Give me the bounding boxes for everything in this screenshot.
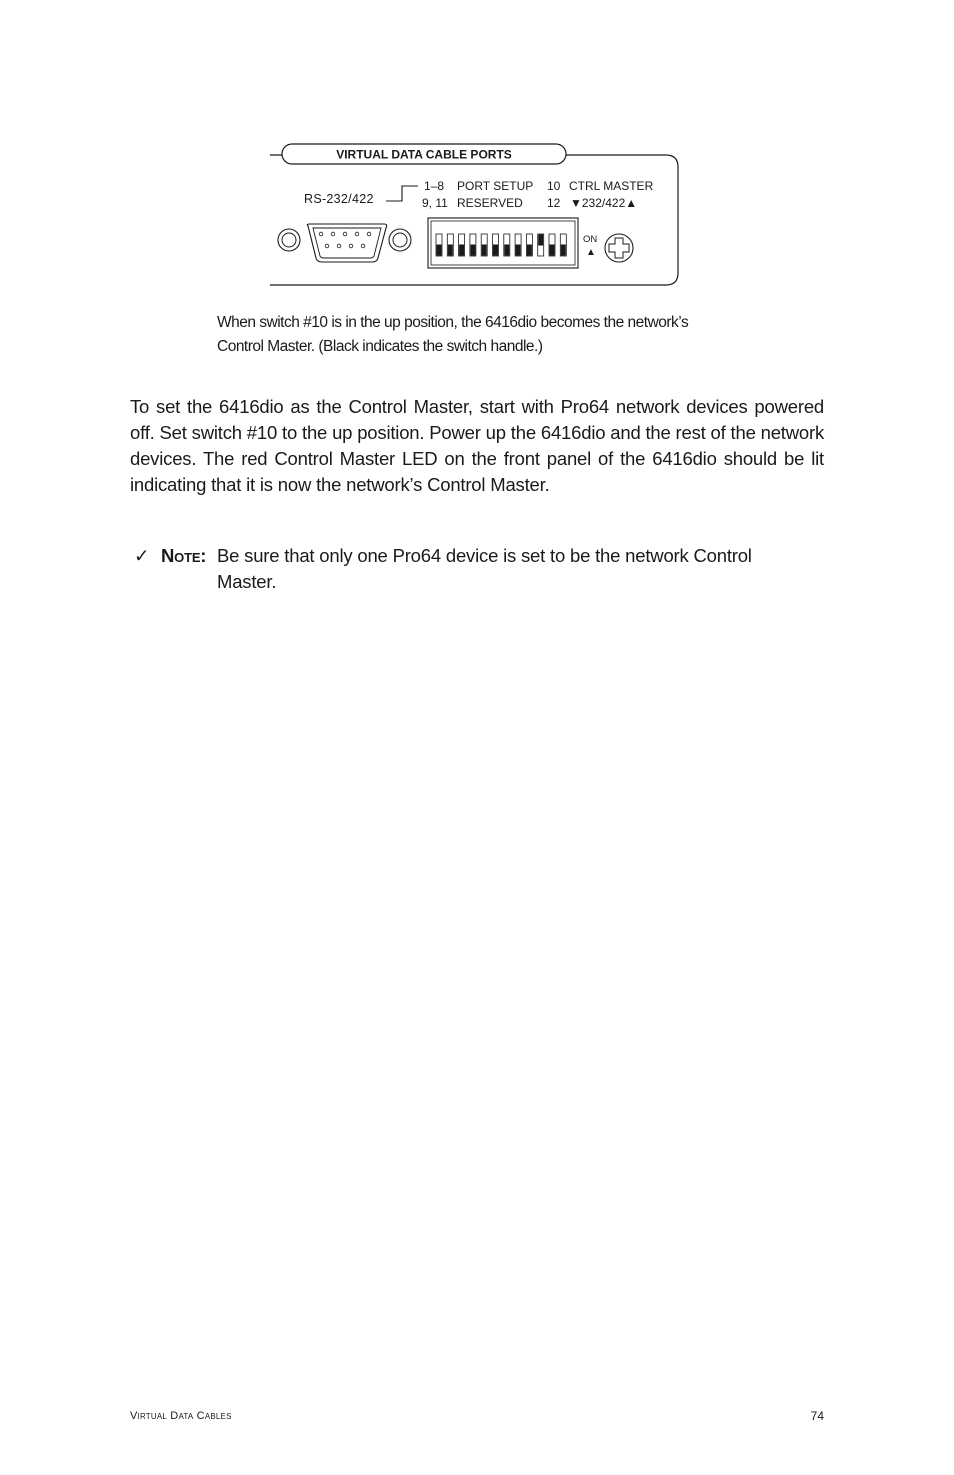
caption-line-1: When switch #10 is in the up position, the 6416dio becomes the network’s bbox=[217, 314, 689, 331]
dip-switch-handle-2 bbox=[448, 245, 453, 256]
note-text-line-1: Be sure that only one Pro64 device is set to be the network Control bbox=[217, 545, 752, 566]
checkmark-icon: ✓ bbox=[134, 545, 150, 566]
dip-switch-block bbox=[428, 218, 578, 268]
note-text-line-2: Master. bbox=[217, 571, 277, 592]
dip-switch-2 bbox=[447, 234, 453, 256]
dip-switch-handle-12 bbox=[561, 245, 566, 256]
legend-num-12: 12 bbox=[547, 196, 561, 210]
panel-figure bbox=[266, 140, 686, 290]
legend-range-9-11: 9, 11 bbox=[422, 196, 448, 210]
figure-caption bbox=[217, 311, 737, 359]
dip-switch-1 bbox=[436, 234, 442, 256]
legend-range-1-8: 1–8 bbox=[424, 179, 445, 193]
dip-switch-3 bbox=[459, 234, 465, 256]
on-arrow-icon: ▲ bbox=[586, 247, 596, 258]
dip-switch-handle-10 bbox=[538, 235, 543, 246]
db9-connector-icon bbox=[307, 224, 386, 262]
dip-switch-handle-5 bbox=[482, 245, 487, 256]
legend-reserved: RESERVED bbox=[457, 196, 523, 210]
note-label: Note: bbox=[161, 545, 207, 566]
caption-line-2: Control Master. (Black indicates the switch handle.) bbox=[217, 338, 543, 355]
dip-switch-handle-8 bbox=[516, 245, 521, 256]
legend-port-setup: PORT SETUP bbox=[457, 179, 534, 193]
dip-switch-handle-3 bbox=[459, 245, 464, 256]
right-screw-icon bbox=[389, 229, 411, 251]
rear-panel-diagram bbox=[266, 140, 686, 290]
page-number: 74 bbox=[810, 1409, 824, 1423]
dip-switch-5 bbox=[481, 234, 487, 256]
dip-switch-handle-6 bbox=[493, 245, 498, 256]
dip-switch-handle-9 bbox=[527, 245, 532, 256]
panel-outline bbox=[270, 155, 678, 285]
dip-switch-6 bbox=[493, 234, 499, 256]
dip-switch-4 bbox=[470, 234, 476, 256]
legend-ctrl-master: CTRL MASTER bbox=[569, 179, 654, 193]
port-label: RS-232/422 bbox=[304, 192, 374, 206]
port-bracket bbox=[386, 186, 418, 201]
dip-switch-handle-1 bbox=[437, 245, 442, 256]
ground-screw-icon bbox=[605, 234, 633, 262]
banner-title: VIRTUAL DATA CABLE PORTS bbox=[336, 147, 512, 162]
body-paragraph: To set the 6416dio as the Control Master, start with Pro64 network devices powered off. Set switch #10 to the up position. Power up the 6416dio and the rest of the network devices. The red Control Master LED on the front panel of the 6416dio should be lit indicating that it is now the network’s Control Master. bbox=[130, 396, 824, 495]
dip-switch-handle-11 bbox=[550, 245, 555, 256]
dip-switch-handle-4 bbox=[470, 245, 475, 256]
dip-switch-handle-7 bbox=[504, 245, 509, 256]
legend-232-422: ▼232/422▲ bbox=[570, 196, 638, 210]
dip-switch-9 bbox=[526, 234, 532, 256]
dip-switch-7 bbox=[504, 234, 510, 256]
dip-switch-11 bbox=[549, 234, 555, 256]
dip-switch-10 bbox=[538, 234, 544, 256]
dip-switch-12 bbox=[560, 234, 566, 256]
left-screw-icon bbox=[278, 229, 300, 251]
dip-switch-8 bbox=[515, 234, 521, 256]
footer-section-title: Virtual Data Cables bbox=[130, 1410, 232, 1422]
on-label: ON bbox=[583, 234, 598, 245]
legend-num-10: 10 bbox=[547, 179, 561, 193]
